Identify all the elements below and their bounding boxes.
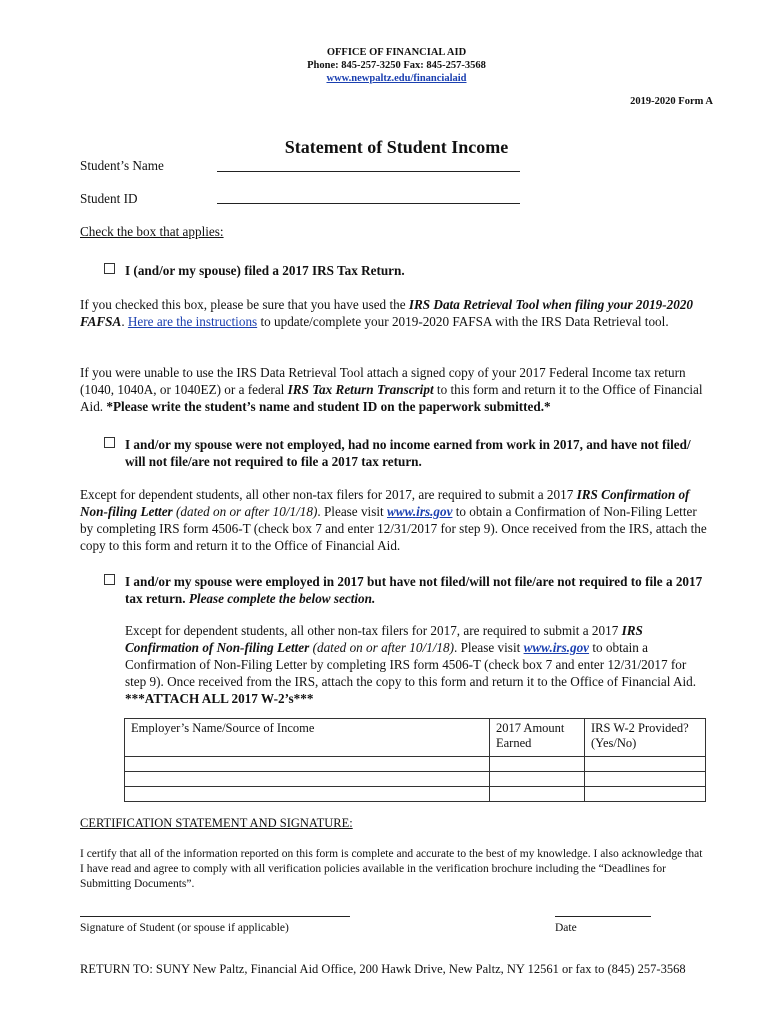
option1-paragraph1 <box>80 296 710 330</box>
w2-cell[interactable] <box>585 787 706 802</box>
income-table <box>124 718 706 802</box>
option1-p1-emphasis: IRS Data Retrieval Tool when filing your 2019-2020 FAFSA <box>80 297 694 329</box>
option1-p1-text-c: . <box>121 314 128 329</box>
student-id-label: Student ID <box>80 191 138 206</box>
option2-date-note: (dated on or after 10/1/18) <box>172 504 318 519</box>
option1-label: I (and/or my spouse) filed a 2017 IRS Tax Return. <box>125 263 405 278</box>
page-title: Statement of Student Income <box>284 137 509 157</box>
option1-p2-text-c: to this form and return it to the Office of Financial Aid. <box>80 382 703 414</box>
student-name-label: Student’s Name <box>80 158 164 173</box>
option2-irs-link[interactable]: www.irs.gov <box>386 504 453 519</box>
table-header-row <box>125 719 706 757</box>
table-row <box>125 772 706 787</box>
date-line[interactable] <box>555 916 651 917</box>
option2-text-d: . Please visit <box>317 504 387 519</box>
option3-label <box>125 573 710 607</box>
option1-paragraph2 <box>80 364 710 415</box>
option3-date-note: (dated on or after 10/1/18) <box>309 640 454 655</box>
check-instruction: Check the box that applies: <box>80 224 224 239</box>
option3-emphasis: IRS Confirmation of Non-filing Letter <box>125 623 643 655</box>
option1-p2-text-a: If you were unable to use the IRS Data Retrieval Tool attach a signed copy of your 2017 Federal Income tax return (1040, 1040A, or 1040EZ) or a federal <box>80 365 686 397</box>
table-row <box>125 787 706 802</box>
table-row <box>125 757 706 772</box>
option1-p1-text-d: to update/complete your 2019-2020 FAFSA with the IRS Data Retrieval tool. <box>257 314 669 329</box>
employer-cell[interactable] <box>125 757 490 772</box>
certification-heading: CERTIFICATION STATEMENT AND SIGNATURE: <box>80 816 353 830</box>
option2-paragraph <box>80 486 710 554</box>
certification-text: I certify that all of the information reported on this form is complete and accurate to the best of my knowledge. I also acknowledge that I have read and agree to comply with all verification policies available in the verification brochure including the “Deadlines for Submitting Documents”. <box>80 848 703 890</box>
office-phone-fax: Phone: 845-257-3250 Fax: 845-257-3568 <box>307 60 486 71</box>
w2-cell[interactable] <box>585 772 706 787</box>
column-header-w2: IRS W-2 Provided? (Yes/No) <box>585 719 706 757</box>
amount-cell[interactable] <box>490 772 585 787</box>
option2-text-a: Except for dependent students, all other non-tax filers for 2017, are required to submit a 2017 <box>80 487 577 502</box>
option2-checkbox[interactable] <box>104 437 115 448</box>
date-label: Date <box>555 922 577 934</box>
option1-p2-note: *Please write the student’s name and student ID on the paperwork submitted.* <box>106 399 551 414</box>
office-name: OFFICE OF FINANCIAL AID <box>326 47 467 58</box>
employer-cell[interactable] <box>125 772 490 787</box>
column-header-employer: Employer’s Name/Source of Income <box>125 719 490 757</box>
option2-label: I and/or my spouse were not employed, had no income earned from work in 2017, and have not filed/ will not file/are not required to file a 2017 tax return. <box>125 437 691 469</box>
option3-paragraph <box>125 622 700 707</box>
office-website-row <box>0 72 770 85</box>
option1-p2-emphasis: IRS Tax Return Transcript <box>287 382 434 397</box>
option1-p1-text-a: If you checked this box, please be sure that you have used the <box>80 297 409 312</box>
option3-checkbox[interactable] <box>104 574 115 585</box>
option3-label-text: I and/or my spouse were employed in 2017 but have not filed/will not file/are not required to file a 2017 tax return. <box>125 574 703 606</box>
w2-cell[interactable] <box>585 757 706 772</box>
option1-checkbox[interactable] <box>104 263 115 274</box>
employer-cell[interactable] <box>125 787 490 802</box>
option2-text-e: to obtain a Confirmation of Non-Filing Letter by completing IRS form 4506-T (check box 7 and enter 12/31/2017 for step 9). Once received from the IRS, attach the copy to this form and return it to the Office of Financial Aid. <box>80 504 707 553</box>
form-id: 2019-2020 Form A <box>630 96 713 107</box>
signature-label: Signature of Student (or spouse if applicable) <box>80 922 289 934</box>
option3-text-e: to obtain a Confirmation of Non-Filing Letter by completing IRS form 4506-T (check box 7 and enter 12/31/2017 for step 9). Once received from the IRS, attach the copy to this form and return it to the Office of Financial Aid. <box>125 640 697 689</box>
attach-w2-note: ***ATTACH ALL 2017 W-2’s*** <box>125 691 314 706</box>
amount-cell[interactable] <box>490 787 585 802</box>
student-id-field[interactable] <box>217 203 520 204</box>
signature-line[interactable] <box>80 916 350 917</box>
instructions-link[interactable]: Here are the instructions <box>127 314 258 329</box>
option2-emphasis: IRS Confirmation of Non-filing Letter <box>80 487 690 519</box>
column-header-amount: 2017 Amount Earned <box>490 719 585 757</box>
option3-irs-link[interactable]: www.irs.gov <box>523 640 590 655</box>
option3-label-instruction: Please complete the below section. <box>188 591 376 606</box>
office-website-link[interactable]: www.newpaltz.edu/financialaid <box>326 73 467 84</box>
option3-text-d: . Please visit <box>453 640 524 655</box>
student-name-field[interactable] <box>217 171 520 172</box>
return-address-footer: RETURN TO: SUNY New Paltz, Financial Aid Office, 200 Hawk Drive, New Paltz, NY 12561 or fax to (845) 257-3568 <box>80 962 686 976</box>
option3-text-a: Except for dependent students, all other non-tax filers for 2017, are required to submit a 2017 <box>125 623 622 638</box>
amount-cell[interactable] <box>490 757 585 772</box>
